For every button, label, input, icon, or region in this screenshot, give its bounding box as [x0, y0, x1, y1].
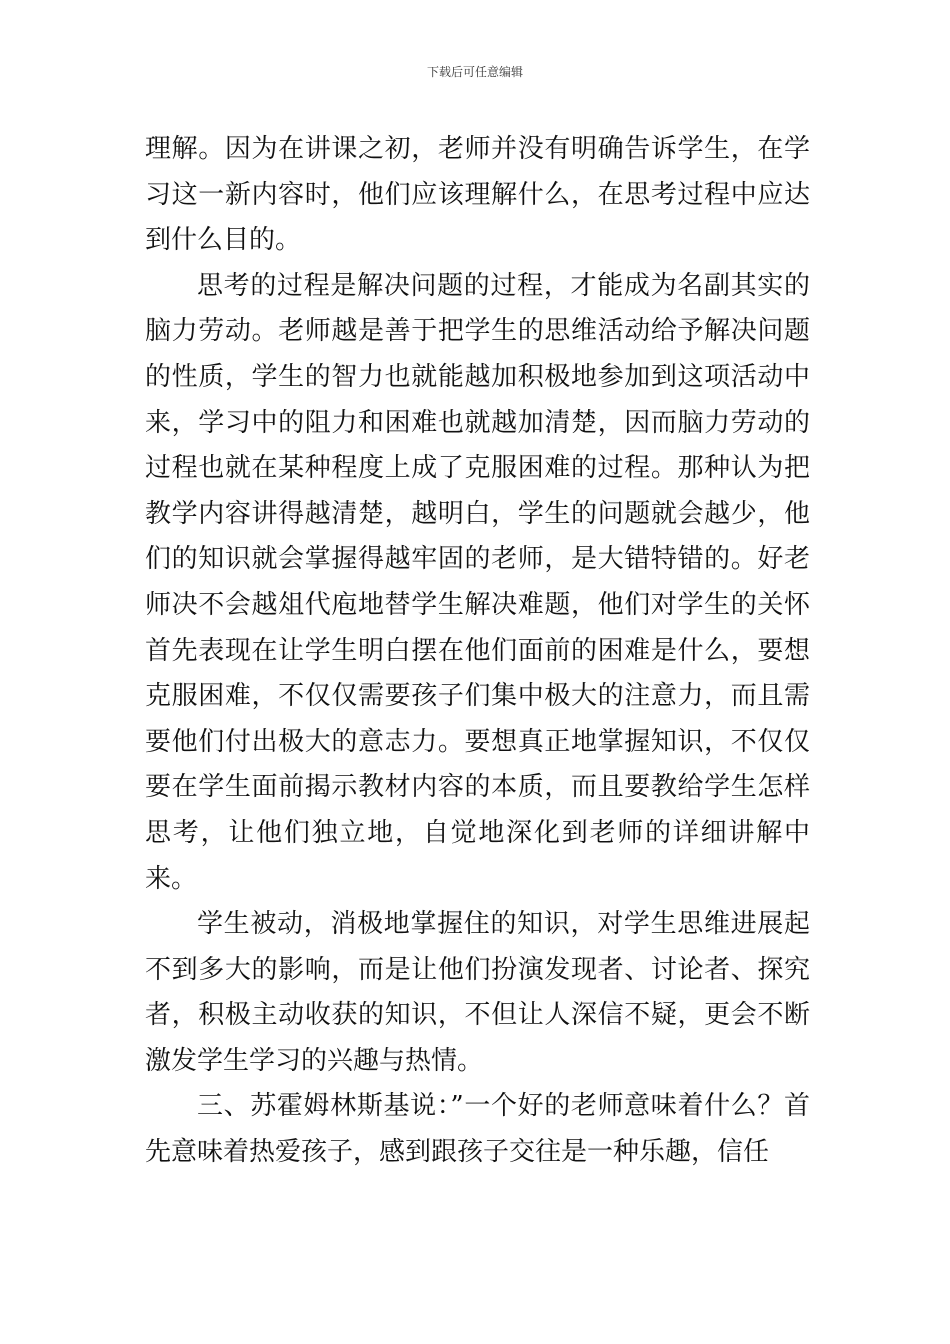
- paragraph-continuation: 理解。因为在讲课之初，老师并没有明确告诉学生，在学习这一新内容时，他们应该理解什么，在思考过程中应达到什么目的。: [145, 134, 810, 256]
- paragraph-passive-learning: 学生被动，消极地掌握住的知识，对学生思维进展起不到多大的影响，而是让他们扮演发现者、讨论者、探究者，积极主动收获的知识，不但让人深信不疑，更会不断激发学生学习的兴趣与热情。: [145, 909, 810, 1076]
- paragraph-sukhomlinsky: 三、苏霍姆林斯基说：”一个好的老师意味着什么？首先意味着热爱孩子，感到跟孩子交往是一种乐趣，信任: [145, 1091, 810, 1168]
- paragraph-thinking-process: 思考的过程是解决问题的过程，才能成为名副其实的脑力劳动。老师越是善于把学生的思维活动给予解决问题的性质，学生的智力也就能越加积极地参加到这项活动中来，学习中的阻力和困难也就越加清楚，因而脑力劳动的过程也就在某种程度上成了克服困难的过程。那种认为把教学内容讲得越清楚，越明白，学生的问题就会越少，他们的知识就会掌握得越牢固的老师，是大错特错的。好老师决不会越俎代庖地替学生解决难题，他们对学生的关怀首先表现在让学生明白摆在他们面前的困难是什么，要想克服困难，不仅仅需要孩子们集中极大的注意力，而且需要他们付出极大的意志力。要想真正地掌握知识，不仅仅要在学生面前揭示教材内容的本质，而且要教给学生怎样思考，让他们独立地，自觉地深化到老师的详细讲解中来。: [145, 270, 810, 894]
- document-body: [145, 127, 810, 1176]
- page-header: 下载后可任意编辑: [426, 65, 523, 79]
